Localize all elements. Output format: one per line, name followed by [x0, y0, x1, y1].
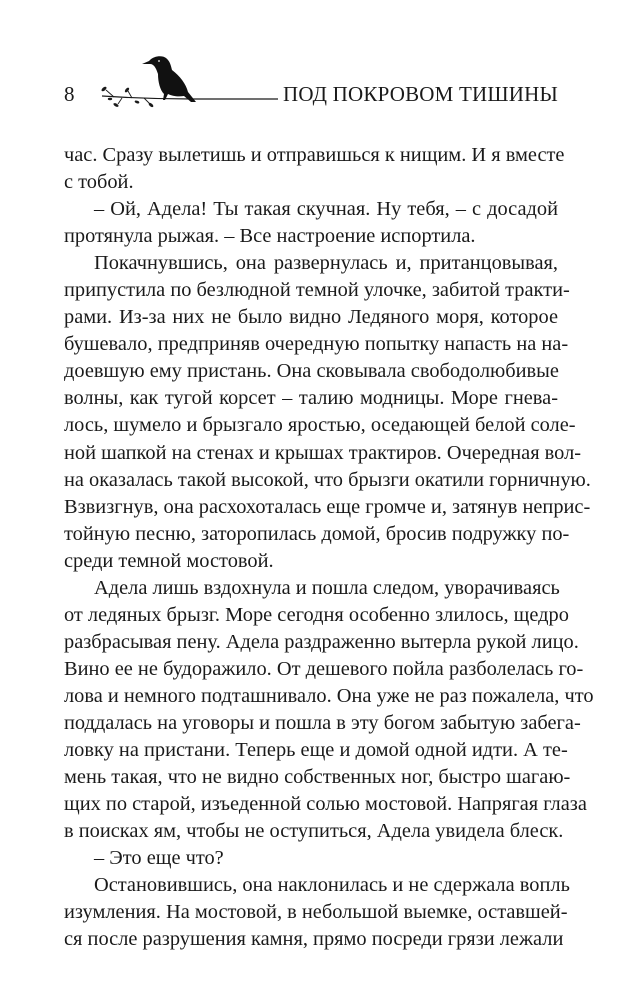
page-number: 8: [64, 82, 75, 106]
text-line: лова и немного подташнивало. Она уже не раз пожалела, что: [64, 684, 594, 707]
text-line: час. Сразу вылетишь и отправишься к нищим. И я вместе: [64, 144, 565, 166]
text-line: ной шапкой на стенах и крышах трактиров. Очередная вол-: [64, 441, 582, 464]
text-line: Адела лишь вздохнула и пошла следом, уворачиваясь: [94, 576, 560, 599]
text-line: волны, как тугой корсет – талию модницы. Море гнева-: [64, 387, 558, 410]
text-line: щих по старой, изъеденной солью мостовой. Напрягая глаза: [64, 793, 587, 816]
text-line: протянула рыжая. – Все настроение испортила.: [64, 225, 476, 248]
text-line: ловку на пристани. Теперь еще и домой одной идти. А те-: [64, 739, 568, 762]
crow-on-branch-icon: [92, 52, 282, 110]
text-line: в поисках ям, чтобы не оступиться, Адела увидела блеск.: [64, 820, 564, 843]
text-line: мень такая, что не видно собственных ног, быстро шагаю-: [64, 766, 571, 789]
text-line: среди темной мостовой.: [64, 549, 274, 572]
text-line: тойную песню, заторопилась домой, бросив подружку по-: [64, 522, 570, 545]
text-line: – Ой, Адела! Ты такая скучная. Ну тебя, – с досадой: [94, 198, 558, 221]
text-line: с тобой.: [64, 171, 134, 194]
text-line: Взвизгнув, она расхохоталась еще громче и, затянув неприс-: [64, 495, 591, 518]
body-text: [64, 142, 594, 953]
text-line: поддалась на уговоры и пошла в эту богом забытую забега-: [64, 711, 581, 734]
text-line: припустила по безлюдной темной улочке, забитой тракти-: [64, 279, 570, 302]
text-line: изумления. На мостовой, в небольшой выемке, оставшей-: [64, 901, 568, 924]
text-line: доевшую ему пристань. Она сковывала свободолюбивые: [64, 360, 559, 383]
text-line: от ледяных брызг. Море сегодня особенно злилось, щедро: [64, 603, 569, 626]
text-line: бушевало, предприняв очередную попытку напасть на на-: [64, 333, 569, 356]
text-line: разбрасывая пену. Адела раздраженно вытерла рукой лицо.: [64, 630, 579, 653]
text-line: ся после разрушения камня, прямо посреди грязи лежали: [64, 928, 564, 951]
running-title: ПОД ПОКРОВОМ ТИШИНЫ: [282, 82, 558, 106]
text-line: – Это еще что?: [94, 847, 224, 870]
text-line: рами. Из-за них не было видно Ледяного моря, которое: [64, 306, 558, 329]
text-line: Остановившись, она наклонилась и не сдержала вопль: [94, 874, 570, 897]
page-header: [64, 52, 558, 112]
text-line: на оказалась такой высокой, что брызги окатили горничную.: [64, 468, 591, 491]
text-line: лось, шумело и брызгало яростью, оседающей белой соле-: [64, 414, 576, 437]
text-line: Вино ее не будоражило. От дешевого пойла разболелась го-: [64, 657, 584, 680]
text-line: Покачнувшись, она развернулась и, пританцовывая,: [94, 252, 558, 275]
